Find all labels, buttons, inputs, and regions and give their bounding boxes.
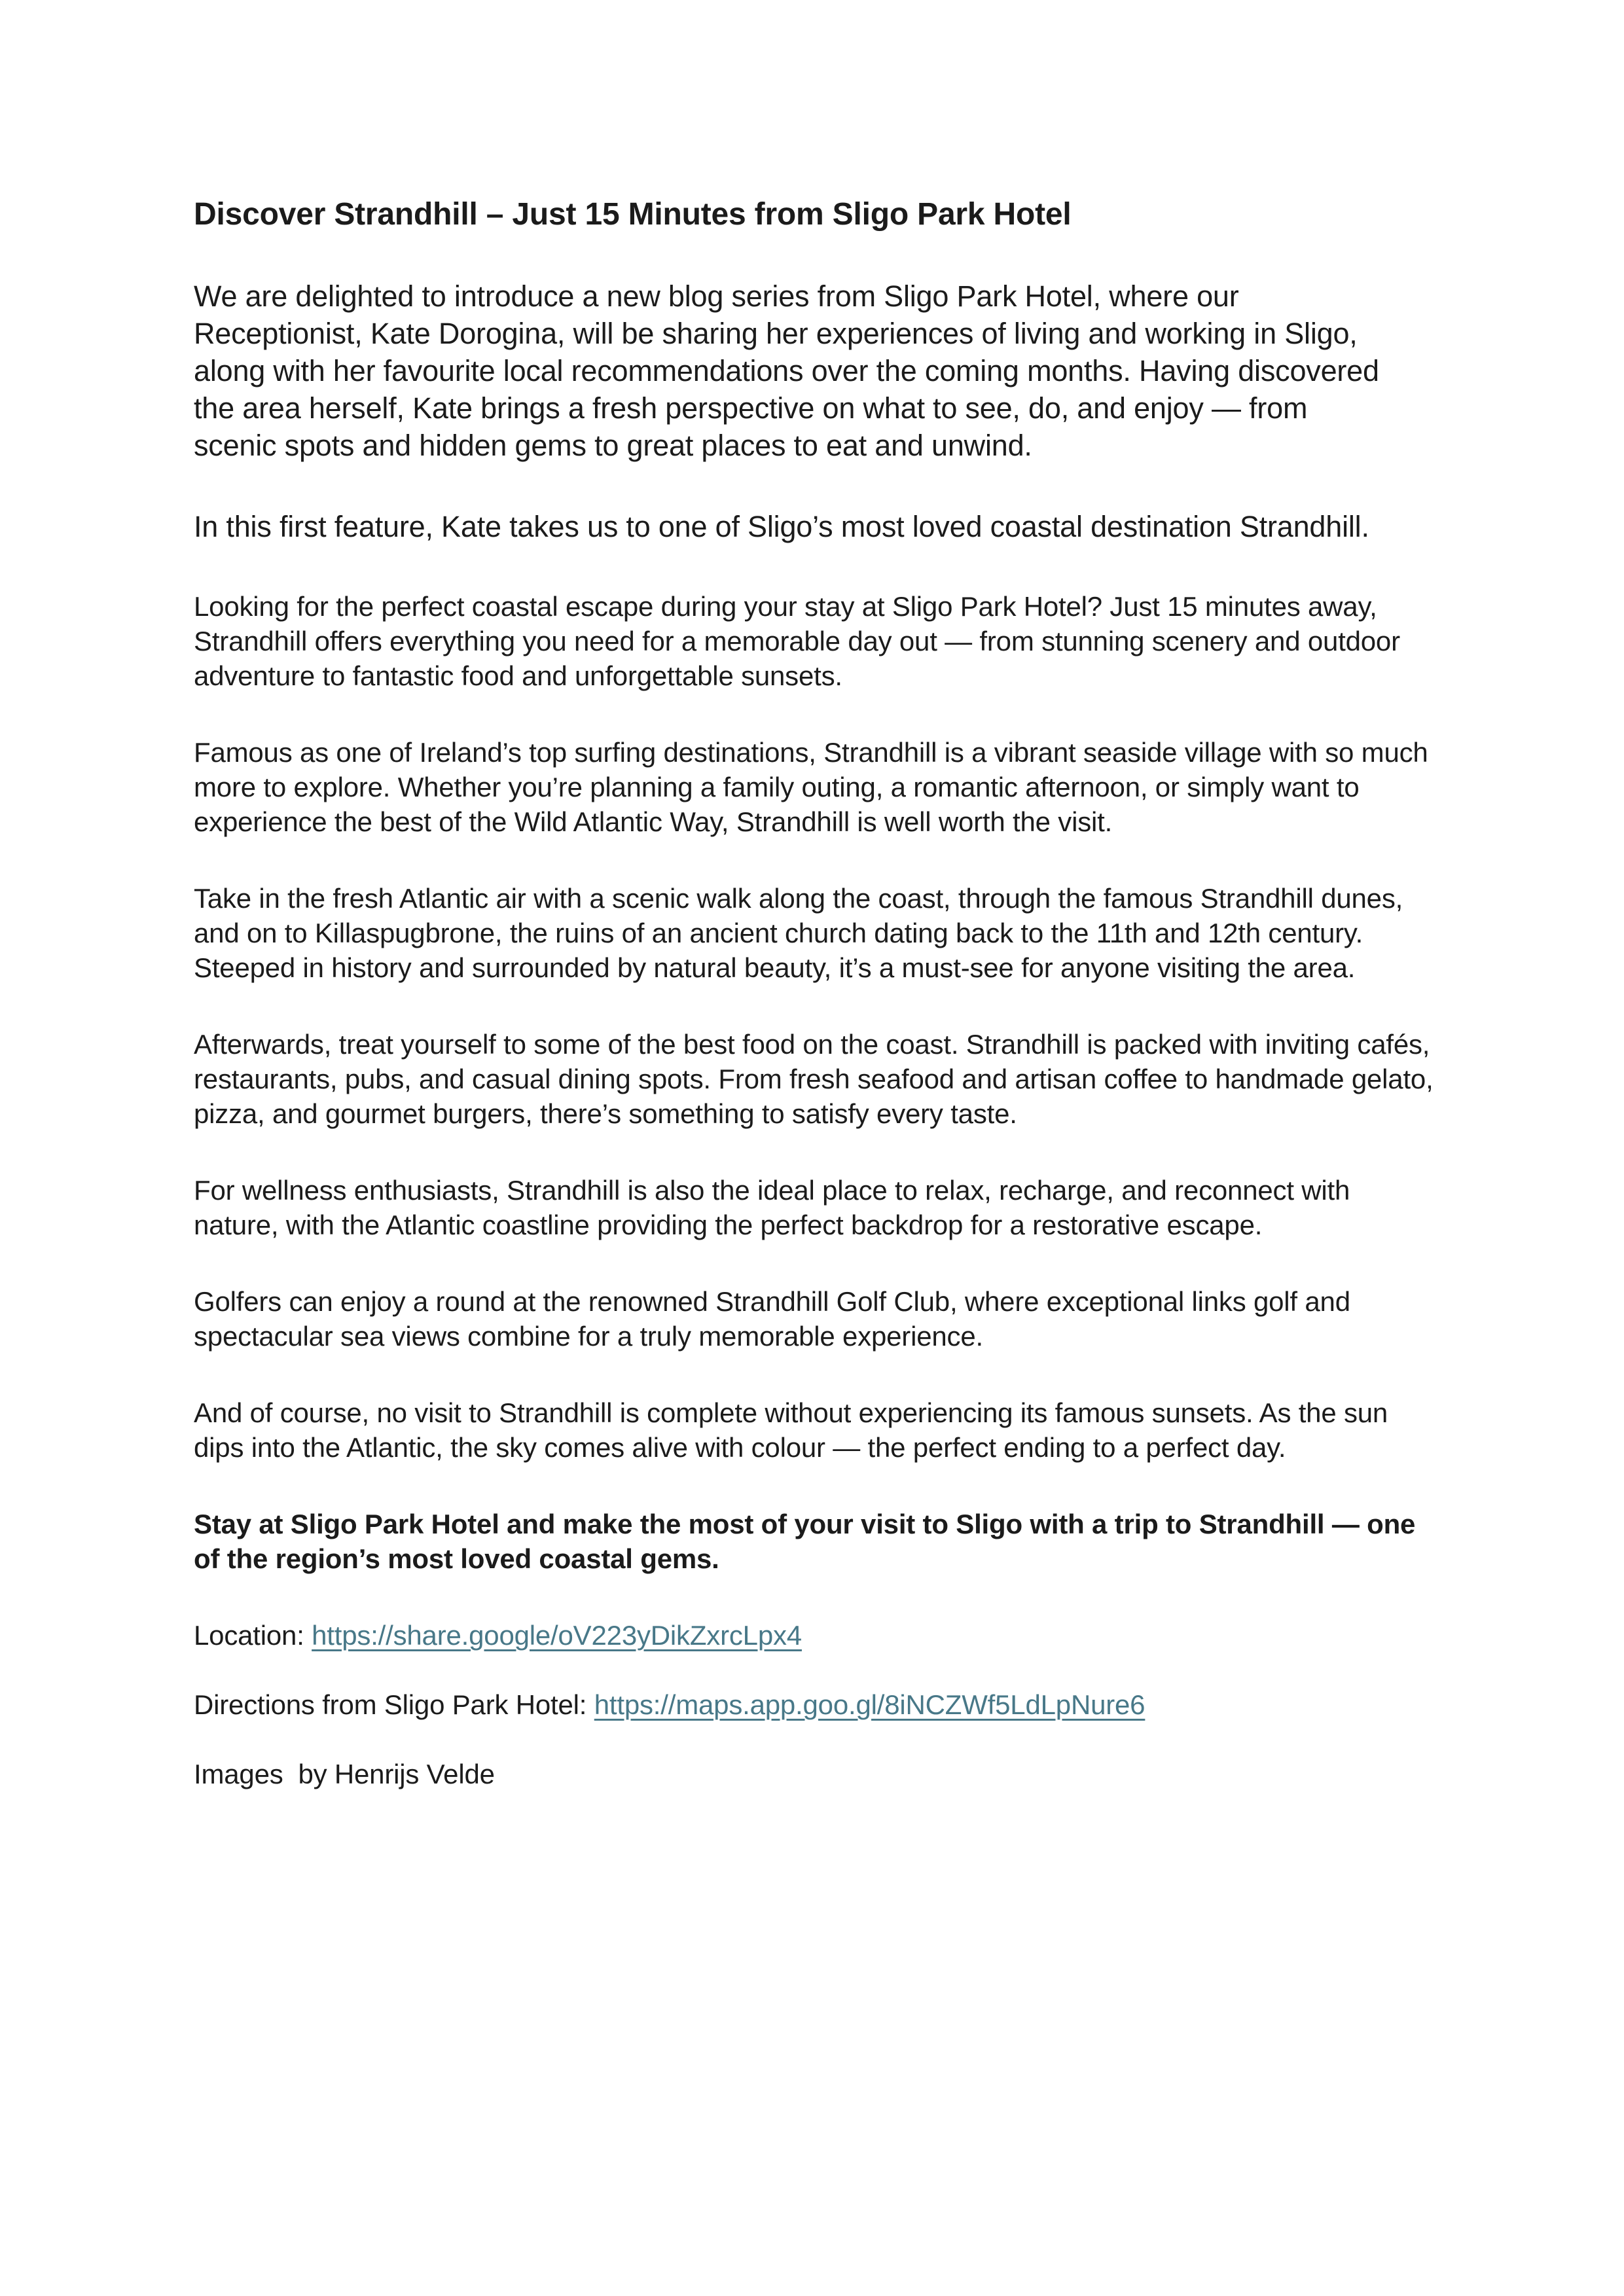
location-link[interactable]: https://share.google/oV223yDikZxrcLpx4 — [312, 1620, 802, 1651]
intro-paragraph-1: We are delighted to introduce a new blog series from Sligo Park Hotel, where our Receptionist, Kate Dorogina, will be sharing her experiences of living and working in Sligo, along with her favourite local recommendations over the coming months. Having discovered the area herself, Kate brings a fresh perspective on what to see, do, and enjoy — from scenic spots and hidden gems to great places to eat and unwind. — [194, 279, 1379, 462]
body-paragraph-coastal-walk: Take in the fresh Atlantic air with a scenic walk along the coast, through the famous Strandhill dunes, and on to Killaspugbrone, the ruins of an ancient church dating back to the 11th and 12th century. Steeped in history and surrounded by natural beauty, it’s a must-see for anyone visiting the area. — [194, 883, 1403, 983]
directions-link[interactable]: https://maps.app.goo.gl/8iNCZWf5LdLpNure6 — [594, 1689, 1146, 1720]
body-paragraph-surfing: Famous as one of Ireland’s top surfing destinations, Strandhill is a vibrant seaside village with so much more to explore. Whether you’re planning a family outing, a romantic afternoon, or simply want to experience the best of the Wild Atlantic Way, Strandhill is well worth the visit. — [194, 737, 1428, 837]
intro-paragraph-2: In this first feature, Kate takes us to one of Sligo’s most loved coastal destination Strandhill. — [194, 510, 1369, 543]
location-line — [194, 1618, 1437, 1653]
location-label: Location: — [194, 1620, 312, 1651]
directions-line — [194, 1687, 1437, 1722]
body-paragraph-sunsets: And of course, no visit to Strandhill is complete without experiencing its famous sunsets. As the sun dips into the Atlantic, the sky comes alive with colour — the perfect ending to a perfect day. — [194, 1397, 1388, 1463]
body-paragraph-food: Afterwards, treat yourself to some of the best food on the coast. Strandhill is packed with inviting cafés, restaurants, pubs, and casual dining spots. From fresh seafood and artisan coffee to handmade gelato, pizza, and gourmet burgers, there’s something to satisfy every taste. — [194, 1029, 1434, 1129]
body-paragraph-coastal-escape: Looking for the perfect coastal escape during your stay at Sligo Park Hotel? Just 15 minutes away, Strandhill offers everything you need for a memorable day out — from stunning scenery and outdoor adventure to fantastic food and unforgettable sunsets. — [194, 591, 1400, 691]
document-title: Discover Strandhill – Just 15 Minutes from Sligo Park Hotel — [194, 197, 1072, 232]
image-credits: Images by Henrijs Velde — [194, 1759, 495, 1789]
body-paragraph-wellness: For wellness enthusiasts, Strandhill is also the ideal place to relax, recharge, and reconnect with nature, with the Atlantic coastline providing the perfect backdrop for a restorative escape. — [194, 1175, 1350, 1240]
body-paragraph-golf: Golfers can enjoy a round at the renowned Strandhill Golf Club, where exceptional links golf and spectacular sea views combine for a truly memorable experience. — [194, 1286, 1350, 1352]
directions-label: Directions from Sligo Park Hotel: — [194, 1689, 594, 1720]
closing-bold-paragraph: Stay at Sligo Park Hotel and make the most of your visit to Sligo with a trip to Strandhill — one of the region’s most loved coastal gems. — [194, 1509, 1416, 1574]
